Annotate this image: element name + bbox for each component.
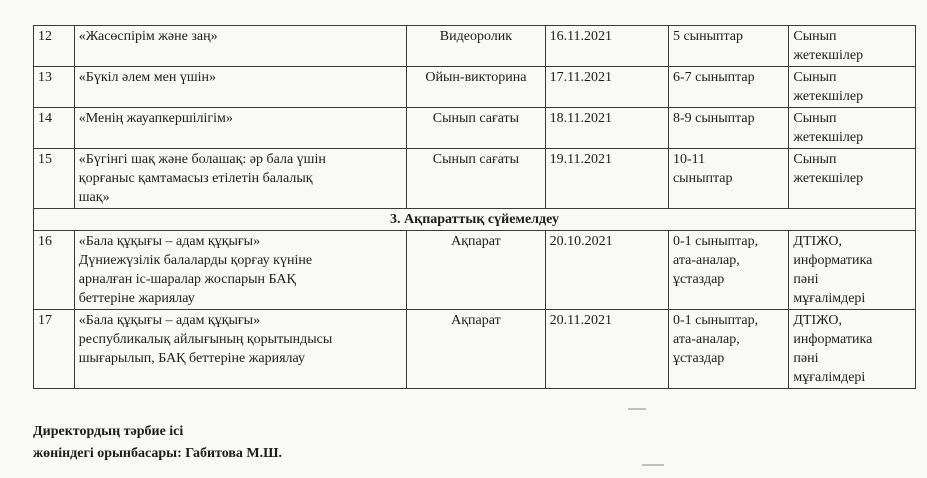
event-audience-line: 10-11 — [672, 152, 706, 167]
event-responsible-line: пәні — [793, 272, 819, 287]
event-audience-line: ата-аналар, — [672, 332, 740, 347]
event-name-line: қорғаныс қамтамасыз етілетін балалық — [78, 171, 313, 186]
event-responsible — [789, 231, 916, 310]
event-date: 16.11.2021 — [545, 26, 668, 67]
event-name-line: «Жасөспірім және заң» — [78, 29, 218, 44]
scan-mark — [642, 464, 664, 466]
event-name — [74, 231, 406, 310]
event-date: 18.11.2021 — [545, 108, 668, 149]
event-audience-line: ұстаздар — [672, 351, 725, 366]
row-number: 13 — [34, 67, 75, 108]
event-date: 20.11.2021 — [545, 310, 668, 389]
event-audience-line: ұстаздар — [672, 272, 725, 287]
event-responsible — [789, 67, 916, 108]
event-name — [74, 67, 406, 108]
event-responsible-line: пәні — [793, 351, 819, 366]
event-type: Сынып сағаты — [407, 108, 545, 149]
row-number: 16 — [34, 231, 75, 310]
event-responsible-line: Сынып — [793, 152, 837, 167]
row-number: 15 — [34, 149, 75, 209]
event-audience — [668, 149, 788, 209]
event-name — [74, 149, 406, 209]
table-row — [34, 231, 916, 310]
event-type: Ақпарат — [407, 310, 545, 389]
row-number: 14 — [34, 108, 75, 149]
table-row — [34, 108, 916, 149]
event-date: 19.11.2021 — [545, 149, 668, 209]
event-responsible-line: жетекшілер — [793, 171, 864, 186]
row-number: 17 — [34, 310, 75, 389]
event-type: Ойын-викторина — [407, 67, 545, 108]
event-responsible — [789, 26, 916, 67]
table-row — [34, 310, 916, 389]
event-responsible-line: мұғалімдері — [793, 370, 866, 385]
event-name-line: «Бүгінгі шақ және болашақ: әр бала үшін — [78, 152, 326, 167]
event-responsible-line: информатика — [793, 332, 873, 347]
event-name-line: шақ» — [78, 190, 110, 205]
event-audience-line: сыныптар — [672, 171, 733, 186]
event-audience-line: 0-1 сыныптар, — [672, 313, 759, 328]
event-date: 17.11.2021 — [545, 67, 668, 108]
scan-mark — [628, 408, 646, 410]
table-row — [34, 26, 916, 67]
event-audience-line: 8-9 сыныптар — [672, 111, 755, 126]
row-number: 12 — [34, 26, 75, 67]
event-type: Ақпарат — [407, 231, 545, 310]
table-row — [34, 149, 916, 209]
event-responsible-line: Сынып — [793, 29, 837, 44]
event-name-line: республикалық айлығының қорытындысы — [78, 332, 333, 347]
event-responsible-line: ДТІЖО, — [793, 313, 842, 328]
event-audience — [668, 26, 788, 67]
event-audience-line: ата-аналар, — [672, 253, 740, 268]
event-name — [74, 108, 406, 149]
event-name-line: «Менің жауапкершілігім» — [78, 111, 233, 126]
event-name-line: «Бала құқығы – адам құқығы» — [78, 313, 261, 328]
event-responsible-line: жетекшілер — [793, 130, 864, 145]
event-date: 20.10.2021 — [545, 231, 668, 310]
event-responsible-line: Сынып — [793, 70, 837, 85]
event-responsible — [789, 108, 916, 149]
event-audience — [668, 310, 788, 389]
event-name-line: «Бала құқығы – адам құқығы» — [78, 234, 261, 249]
event-name-line: беттеріне жариялау — [78, 291, 195, 306]
event-name — [74, 310, 406, 389]
event-name-line: Дүниежүзілік балаларды қорғау күніне — [78, 253, 313, 268]
event-responsible-line: жетекшілер — [793, 89, 864, 104]
table-row — [34, 67, 916, 108]
signature-line-2: жөніндегі орынбасары: Габитова М.Ш. — [33, 446, 282, 461]
event-responsible-line: информатика — [793, 253, 873, 268]
section-title: 3. Ақпараттық сүйемелдеу — [34, 209, 916, 231]
event-audience — [668, 108, 788, 149]
event-audience-line: 0-1 сыныптар, — [672, 234, 759, 249]
event-name-line: «Бүкіл әлем мен үшін» — [78, 70, 216, 85]
event-type: Сынып сағаты — [407, 149, 545, 209]
signature-block — [33, 421, 282, 465]
signature-line-1: Директордың тәрбие ісі — [33, 424, 184, 439]
event-name — [74, 26, 406, 67]
event-responsible — [789, 149, 916, 209]
event-name-line: арналған іс-шаралар жоспарын БАҚ — [78, 272, 296, 287]
event-responsible-line: жетекшілер — [793, 48, 864, 63]
event-responsible-line: мұғалімдері — [793, 291, 866, 306]
activity-table — [33, 25, 916, 389]
event-type: Видеоролик — [407, 26, 545, 67]
event-name-line: шығарылып, БАҚ беттеріне жариялау — [78, 351, 306, 366]
section-row — [34, 209, 916, 231]
event-audience-line: 6-7 сыныптар — [672, 70, 755, 85]
event-responsible-line: ДТІЖО, — [793, 234, 842, 249]
event-responsible-line: Сынып — [793, 111, 837, 126]
event-audience — [668, 231, 788, 310]
event-audience — [668, 67, 788, 108]
event-audience-line: 5 сыныптар — [672, 29, 743, 44]
event-responsible — [789, 310, 916, 389]
